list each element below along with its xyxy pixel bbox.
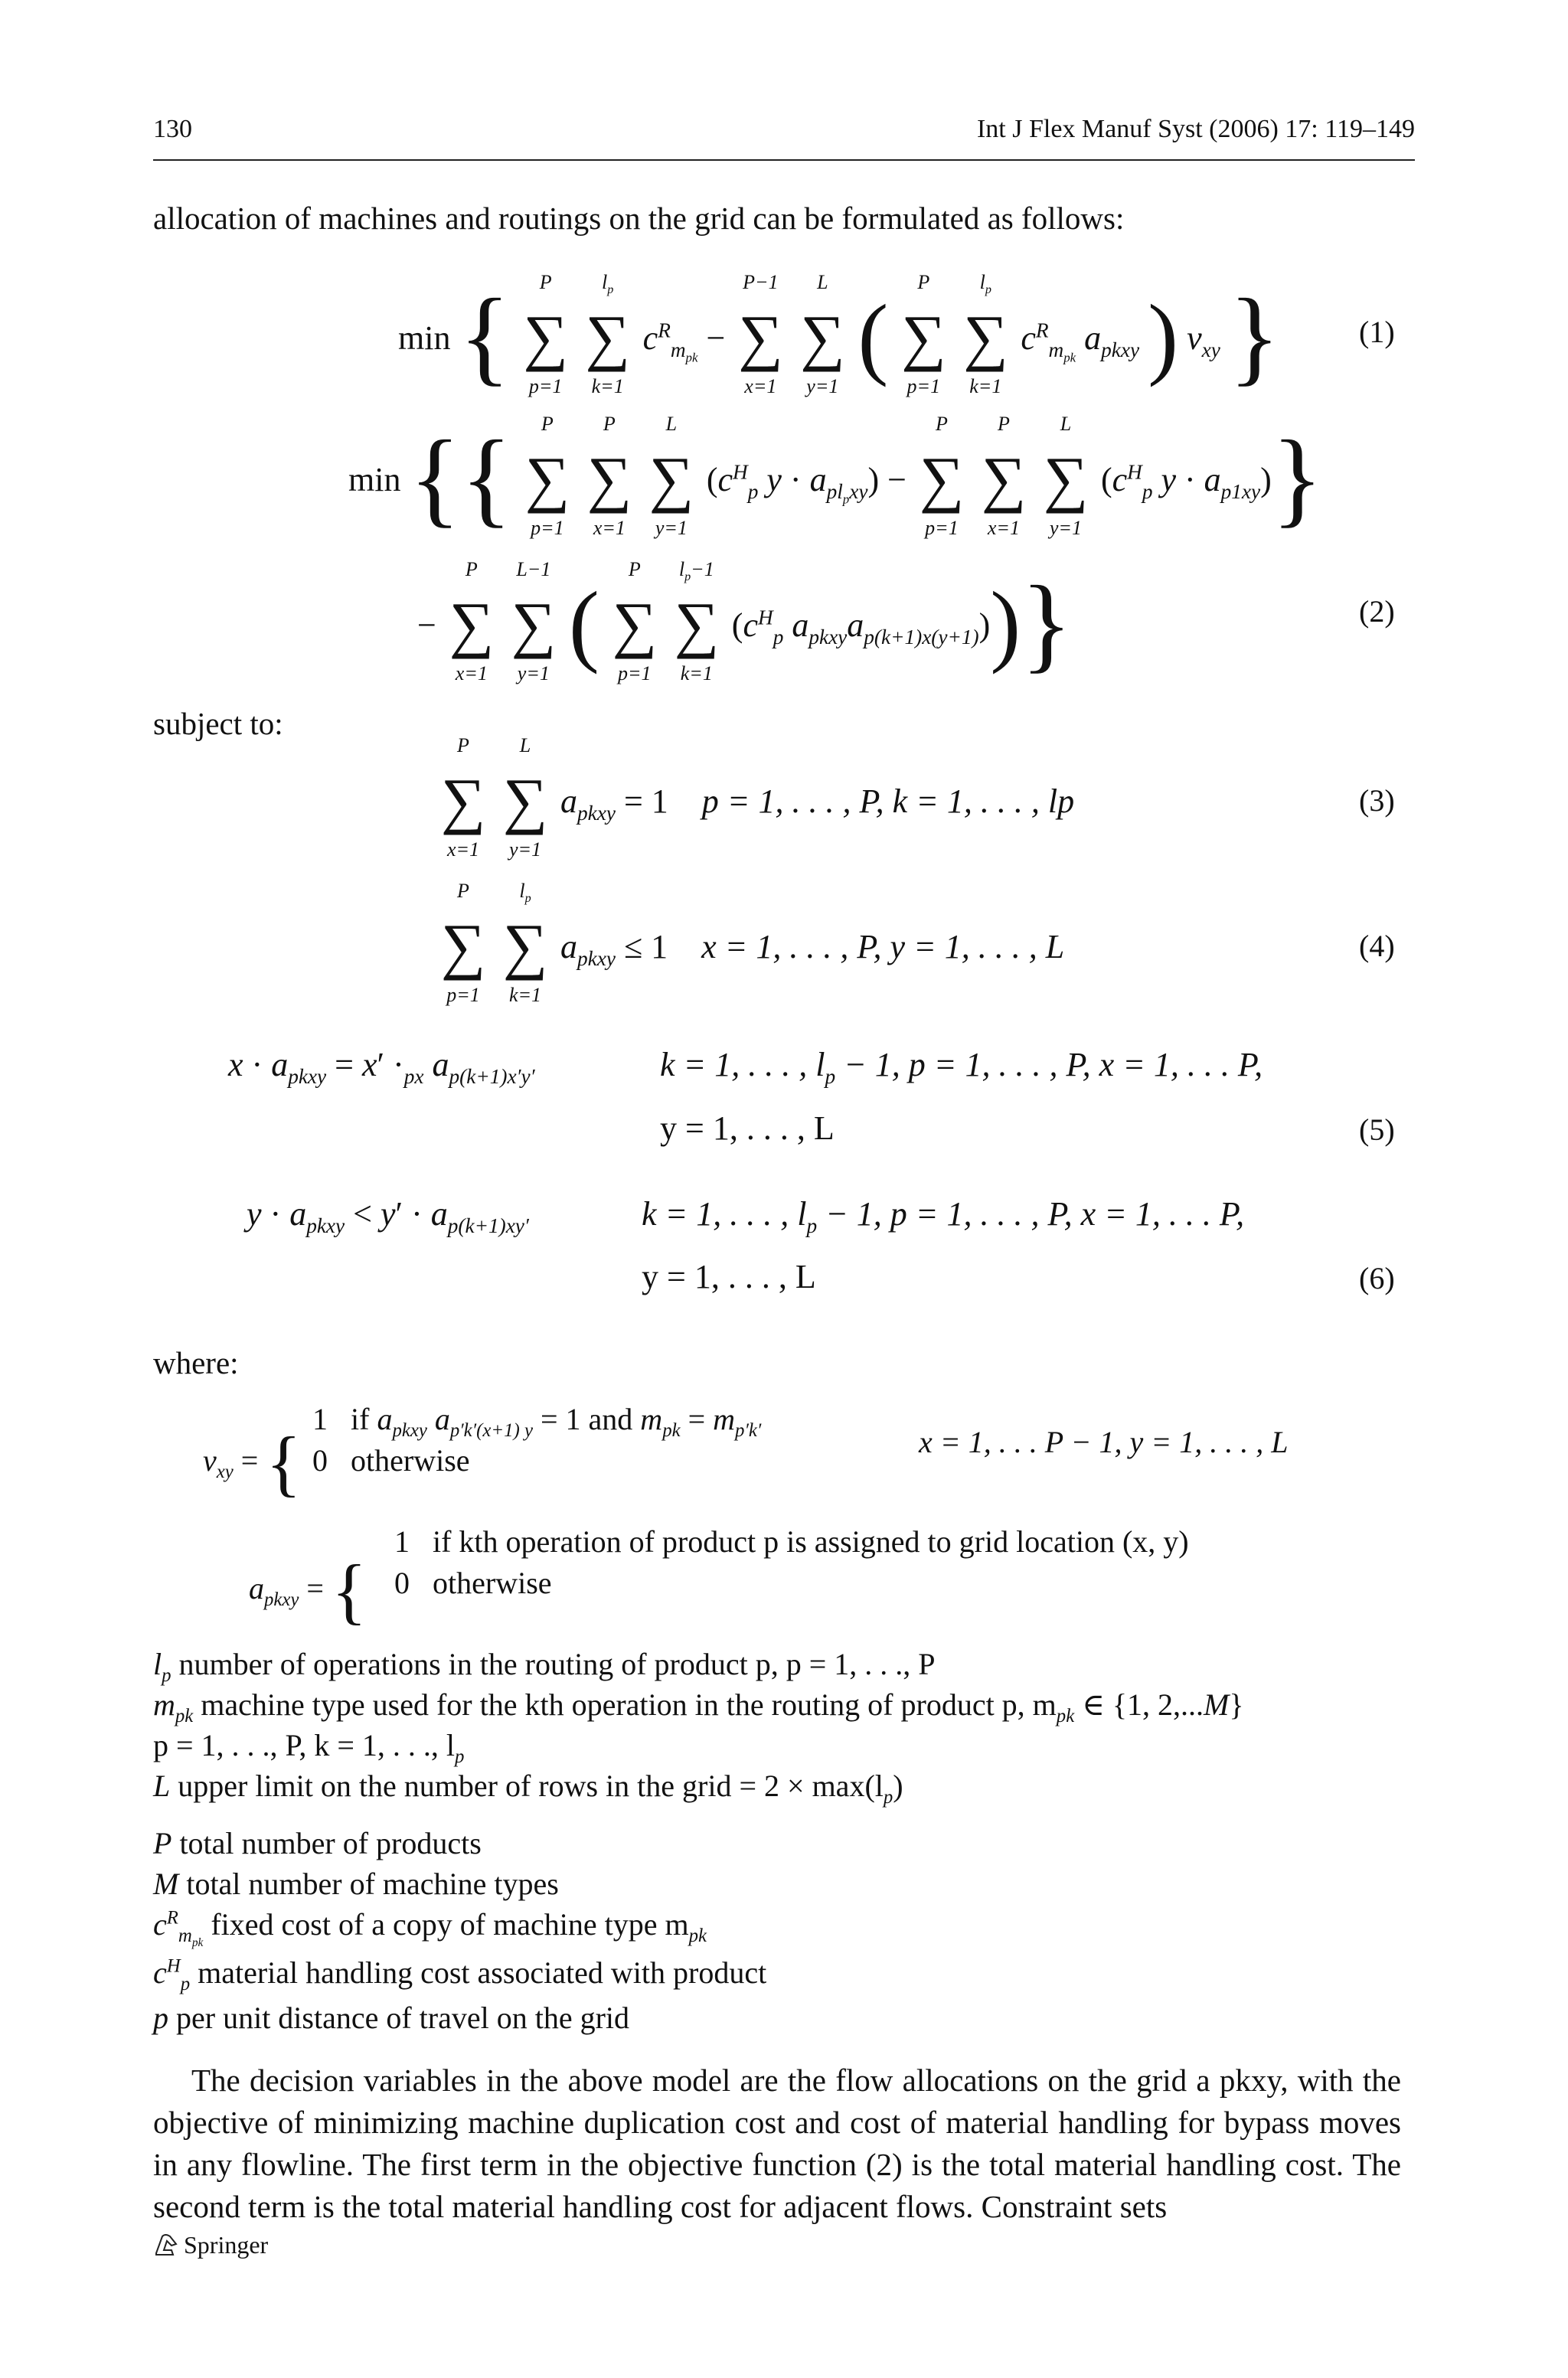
constraint-6-range-1: k = 1, . . . , $l_p - 1$, p = 1, . . . , P, x = 1, . . . P, (642, 1195, 1245, 1237)
def-M: M total number of machine types (153, 1867, 559, 1901)
constraint-3: P ∑ x=1 L ∑ y=1 $a_{pkxy} = 1$ p = 1, . . . , P, k = 1, . . . , lp (440, 734, 1075, 861)
springer-logo-icon (153, 2232, 179, 2258)
def-cR: $c^R_{m_{pk}}$ fixed cost of a copy of machine type $m_{pk}$ (153, 1907, 707, 1949)
equation-number-3: (3) (1359, 783, 1395, 818)
equation-number-6: (6) (1359, 1261, 1395, 1295)
constraint-5-lhs: $x \cdot a_{pkxy} = x' \cdot_{px}$ $a_{p(k+1)x'y'}$ (228, 1046, 535, 1088)
running-header (153, 115, 1415, 161)
equation-number-2: (2) (1359, 594, 1395, 629)
constraint-5-range-2: y = 1, . . . , L (660, 1109, 835, 1147)
def-index-range: p = 1, . . ., P, k = 1, . . ., $l_p$ (153, 1728, 465, 1767)
def-mpk: $m_{pk}$ machine type used for the kth operation in the routing of product p, $m_{pk}$ ∈ {1, 2,...M} (153, 1687, 1244, 1726)
publisher-name: Springer (184, 2231, 269, 2259)
page-number: 130 (153, 115, 192, 143)
equation-number-1: (1) (1359, 315, 1395, 349)
apkxy-case-2: 0 otherwise (394, 1566, 552, 1600)
constraint-5-range-1: k = 1, . . . , $l_p - 1$, p = 1, . . . , P, x = 1, . . . P, (660, 1046, 1263, 1088)
equation-1: min { P ∑ p=1 $l_p$ ∑ k=1 $c^R_{m_{pk}}$ − P−1 ∑ x=1 L ∑ y=1 ( P ∑ p=1 $l_p$ ∑ k=1 $c^R_{m_{pk}}$ $a_{pkxy}$ ) $v_{xy}$ } (398, 271, 1281, 397)
equation-number-5: (5) (1359, 1112, 1395, 1147)
constraint-4-range: x = 1, . . . , P, y = 1, . . . , L (701, 928, 1065, 965)
where-label: where: (153, 1345, 239, 1380)
journal-citation: Int J Flex Manuf Syst (2006) 17: 119–149 (976, 115, 1415, 143)
def-lp: $l_p$ number of operations in the routing of product p, p = 1, . . ., P (153, 1647, 936, 1686)
apkxy-case-1: 1 if kth operation of product p is assigned to grid location (x, y) (394, 1524, 1189, 1559)
vxy-case-1: 1 if $a_{pkxy}$ $a_{p'k'(x+1) y} = 1$ and $m_{pk} = m_{p'k'}$ (312, 1402, 762, 1441)
publisher-footer (153, 2231, 268, 2259)
subject-to-label: subject to: (153, 706, 283, 741)
vxy-case-2: 0 otherwise (312, 1443, 470, 1478)
equation-number-4: (4) (1359, 929, 1395, 963)
vxy-range: x = 1, . . . P − 1, y = 1, . . . , L (919, 1425, 1289, 1459)
constraint-3-range: p = 1, . . . , P, k = 1, . . . , lp (701, 782, 1075, 820)
apkxy-lhs: $a_{pkxy}$ = { (249, 1550, 368, 1632)
def-p: p per unit distance of travel on the grid (153, 2001, 630, 2035)
vxy-lhs: $v_{xy}$ = { (203, 1422, 302, 1504)
equation-2-line1: min {{ P ∑ p=1 P ∑ x=1 L ∑ y=1 ($c^H_p$ $y \cdot a_{pl_pxy}$) − P ∑ p=1 P ∑ x=1 L ∑ y=1 ($c^H_p$ $y \cdot a_{p1xy}$)} (348, 413, 1323, 539)
constraint-6-range-2: y = 1, . . . , L (642, 1258, 816, 1295)
intro-text: allocation of machines and routings on the grid can be formulated as follows: (153, 201, 1125, 236)
def-cH: $c^H_p$ material handling cost associated with product (153, 1955, 767, 1994)
equation-2-line2: − P ∑ x=1 L−1 ∑ y=1 ( P ∑ p=1 $l_p-1$ ∑ k=1 ($c^H_p$ $a_{pkxy}a_{p(k+1)x(y+1)}$))} (417, 558, 1073, 684)
constraint-6-lhs: $y \cdot a_{pkxy} < y' \cdot a_{p(k+1)xy'}$ (247, 1195, 529, 1237)
constraint-4: P ∑ p=1 $l_p$ ∑ k=1 $a_{pkxy} \le 1$ x = 1, . . . , P, y = 1, . . . , L (440, 880, 1065, 1006)
def-L: L upper limit on the number of rows in the grid = $2 \times \max(l_p)$ (153, 1769, 903, 1808)
body-paragraph: The decision variables in the above model are the flow allocations on the grid a pkxy, with the objective of minimizing machine duplication cost and cost of material handling for bypass moves in any flowline. The first term in the objective function (2) is the total material handling cost. The second term is the total material handling cost for adjacent flows. Constraint sets (153, 2063, 1401, 2224)
def-P: P total number of products (153, 1826, 482, 1860)
